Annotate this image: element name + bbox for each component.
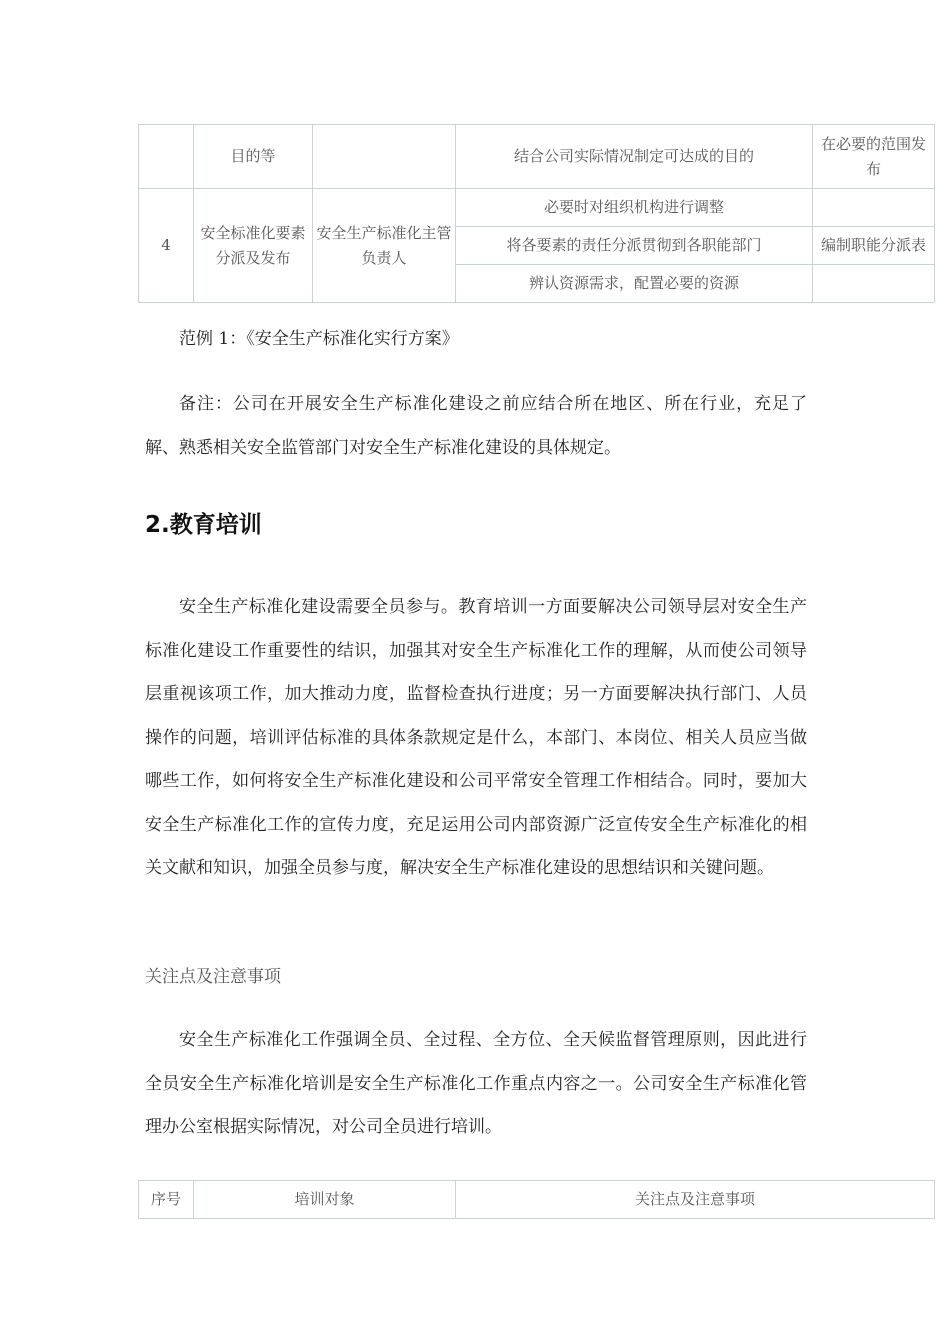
table-row [139,189,935,227]
example-line: 范例 1：《安全生产标准化实行方案》 [179,329,459,349]
cell-note: 辨认资源需求，配置必要的资源 [456,265,813,303]
cell-no: 4 [139,189,194,303]
cell-no [139,125,194,189]
cell-owner: 安全生产标准化主管负责人 [313,189,456,303]
cell-item: 目的等 [194,125,313,189]
header-target: 培训对象 [194,1181,456,1219]
cell-note: 必要时对组织机构进行调整 [456,189,813,227]
focus-title: 关注点及注意事项 [145,967,281,987]
section-title: 2.教育培训 [145,512,262,538]
cell-item: 安全标准化要素分派及发布 [194,189,313,303]
remark-paragraph: 备注：公司在开展安全生产标准化建设之前应结合所在地区、所在行业，充足了解、熟悉相关安全监管部门对安全生产标准化建设的具体规定。 [145,394,807,458]
cell-note: 结合公司实际情况制定可达成的目的 [456,125,813,189]
focus-body: 安全生产标准化工作强调全员、全过程、全方位、全天候监督管理原则，因此进行全员安全生产标准化培训是安全生产标准化工作重点内容之一。公司安全生产标准化管理办公室根据实际情况，对公司全员进行培训。 [145,1030,807,1137]
cell-owner [313,125,456,189]
header-focus: 关注点及注意事项 [456,1181,935,1219]
cell-output [813,265,935,303]
cell-output [813,189,935,227]
cell-output: 编制职能分派表 [813,227,935,265]
requirements-table [138,124,935,303]
table-header-row [139,1181,935,1219]
cell-output: 在必要的范围发布 [813,125,935,189]
table-row [139,125,935,189]
section-body: 安全生产标准化建设需要全员参与。教育培训一方面要解决公司领导层对安全生产标准化建设工作重要性的结识，加强其对安全生产标准化工作的理解，从而使公司领导层重视该项工作，加大推动力度，监督检查执行进度；另一方面要解决执行部门、人员操作的问题，培训评估标准的具体条款规定是什么，本部门、本岗位、相关人员应当做哪些工作，如何将安全生产标准化建设和公司平常安全管理工作相结合。同时，要加大安全生产标准化工作的宣传力度，充足运用公司内部资源广泛宣传安全生产标准化的相关文献和知识，加强全员参与度，解决安全生产标准化建设的思想结识和关键问题。 [145,597,807,878]
header-no: 序号 [139,1181,194,1219]
training-table [138,1180,935,1219]
cell-note: 将各要素的责任分派贯彻到各职能部门 [456,227,813,265]
